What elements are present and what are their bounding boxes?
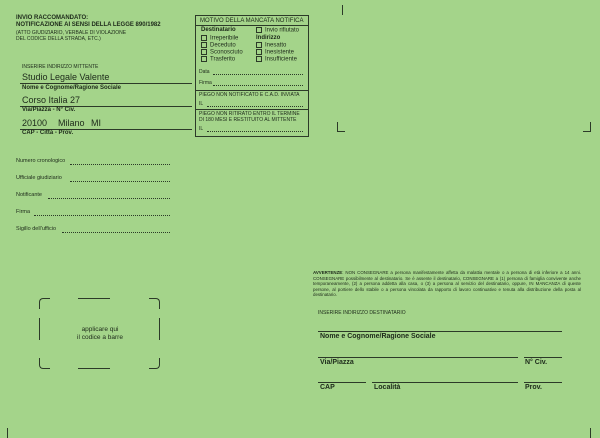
il-label-2: IL	[199, 126, 204, 132]
checkbox[interactable]	[201, 42, 207, 48]
il-input-1[interactable]	[207, 106, 303, 107]
checkbox[interactable]	[201, 35, 207, 41]
field-notificante-label: Notificante	[16, 192, 42, 198]
recipient-name-label: Nome e Cognome/Ragione Sociale	[320, 333, 436, 340]
checkbox[interactable]	[201, 49, 207, 55]
recipient-prov-label: Prov.	[525, 384, 542, 391]
recipient-city-label: Località	[374, 384, 401, 391]
field-firma-label: Firma	[16, 209, 31, 215]
option-deceduto[interactable]: Deceduto	[201, 42, 236, 50]
recipient-civ-line[interactable]	[524, 357, 562, 358]
option-inesistente[interactable]: Inesistente	[256, 49, 294, 57]
warning-title: AVVERTENZE	[313, 270, 343, 275]
recipient-label: INSERIRE INDIRIZZO DESTINATARIO	[318, 310, 406, 316]
field-numero-input[interactable]	[70, 164, 170, 165]
field-ufficiale-label: Ufficiale giudiziario	[16, 175, 62, 181]
sender-cap-label: CAP - Città - Prov.	[22, 130, 74, 136]
barcode-line1: applicare qui	[81, 326, 119, 333]
field-sigillo-input[interactable]	[62, 232, 170, 233]
option-invio-rifiutato[interactable]: Invio rifiutato	[256, 27, 299, 35]
sender-cap[interactable]: 20100	[22, 118, 48, 128]
piego-notificato: PIEGO NON NOTIFICATO E C.A.D. INVIATA	[199, 92, 300, 98]
firma-label: Firma	[199, 80, 212, 86]
checkbox[interactable]	[256, 56, 262, 62]
firma-input[interactable]	[213, 85, 303, 86]
header-line2: NOTIFICAZIONE AI SENSI DELLA LEGGE 890/1982	[16, 22, 161, 28]
indirizzo-label: Indirizzo	[256, 35, 281, 41]
checkbox[interactable]	[256, 42, 262, 48]
recipient-civ-label: N° Civ.	[525, 359, 548, 366]
option-insufficiente[interactable]: Insufficiente	[256, 56, 297, 64]
destinatario-label: Destinatario	[201, 27, 236, 33]
field-notificante-input[interactable]	[48, 198, 170, 199]
checkbox[interactable]	[256, 27, 262, 33]
sender-name-label: Nome e Cognome/Ragione Sociale	[22, 85, 122, 91]
piego-ritirato-1: PIEGO NON RITIRATO ENTRO IL TERMINE	[199, 111, 300, 117]
header-line3: (ATTO GIUDIZIARIO, VERBALE DI VIOLAZIONE	[16, 30, 127, 36]
notification-title: MOTIVO DELLA MANCATA NOTIFICA	[200, 18, 304, 24]
crop-mark	[590, 428, 591, 438]
crop-mark	[337, 131, 345, 132]
barcode-line2: il codice a barre	[77, 334, 123, 341]
option-trasferito[interactable]: Trasferito	[201, 56, 235, 64]
field-sigillo-label: Sigillo dell'ufficio	[16, 226, 57, 232]
sender-street-label: Via/Piazza - N° Civ.	[22, 107, 76, 113]
field-firma-input[interactable]	[34, 215, 170, 216]
checkbox[interactable]	[256, 49, 262, 55]
sender-label: INSERIRE INDIRIZZO MITTENTE	[22, 64, 99, 70]
data-label: Data	[199, 69, 210, 75]
sender-prov[interactable]: MI	[91, 118, 101, 128]
sender-city[interactable]: Milano	[58, 118, 85, 128]
option-irreperibile[interactable]: Irreperibile	[201, 35, 238, 43]
header-line1: INVIO RACCOMANDATO:	[16, 15, 89, 21]
sender-name-line	[20, 83, 192, 84]
recipient-prov-line[interactable]	[524, 382, 562, 383]
recipient-street-line[interactable]	[318, 357, 518, 358]
crop-mark	[342, 5, 343, 15]
recipient-name-line[interactable]	[318, 331, 562, 332]
recipient-city-line[interactable]	[372, 382, 518, 383]
data-input[interactable]	[213, 74, 303, 75]
warning-text: AVVERTENZE: NON CONSEGNARE a persona manifestamente affetta da malattia mentale o a persona di età inferiore a 14 anni. CONSEGNARE possibilmente al destinatario. Se è assente il destinatario, CONSEGNARE a (1) persona di famiglia convivente anche temporaneamente, (2) a persona addetta alla casa, o (3) a persona al servizio del destinatario, oppure, IN MANCANZA di queste persone, al portiere dello stabile o a persona vincolata da rapporto di lavoro continuativo e tenuta alla distribuzione della posta al destinatario.	[313, 270, 581, 298]
option-inesatto[interactable]: Inesatto	[256, 42, 286, 50]
piego-ritirato-2: DI 180 MESI E RESTITUITO AL MITTENTE	[199, 117, 297, 123]
recipient-cap-label: CAP	[320, 384, 335, 391]
sender-name[interactable]: Studio Legale Valente	[22, 72, 110, 82]
il-label-1: IL	[199, 101, 204, 107]
sender-street[interactable]: Corso Italia 27	[22, 95, 81, 105]
header-line4: DEL CODICE DELLA STRADA, ETC.)	[16, 36, 101, 42]
option-sconosciuto[interactable]: Sconosciuto	[201, 49, 243, 57]
crop-mark	[583, 131, 591, 132]
recipient-cap-line[interactable]	[318, 382, 366, 383]
field-numero-label: Numero cronologico	[16, 158, 66, 164]
field-ufficiale-input[interactable]	[70, 181, 170, 182]
crop-mark	[7, 428, 8, 438]
il-input-2[interactable]	[207, 131, 303, 132]
recipient-street-label: Via/Piazza	[320, 359, 354, 366]
checkbox[interactable]	[201, 56, 207, 62]
